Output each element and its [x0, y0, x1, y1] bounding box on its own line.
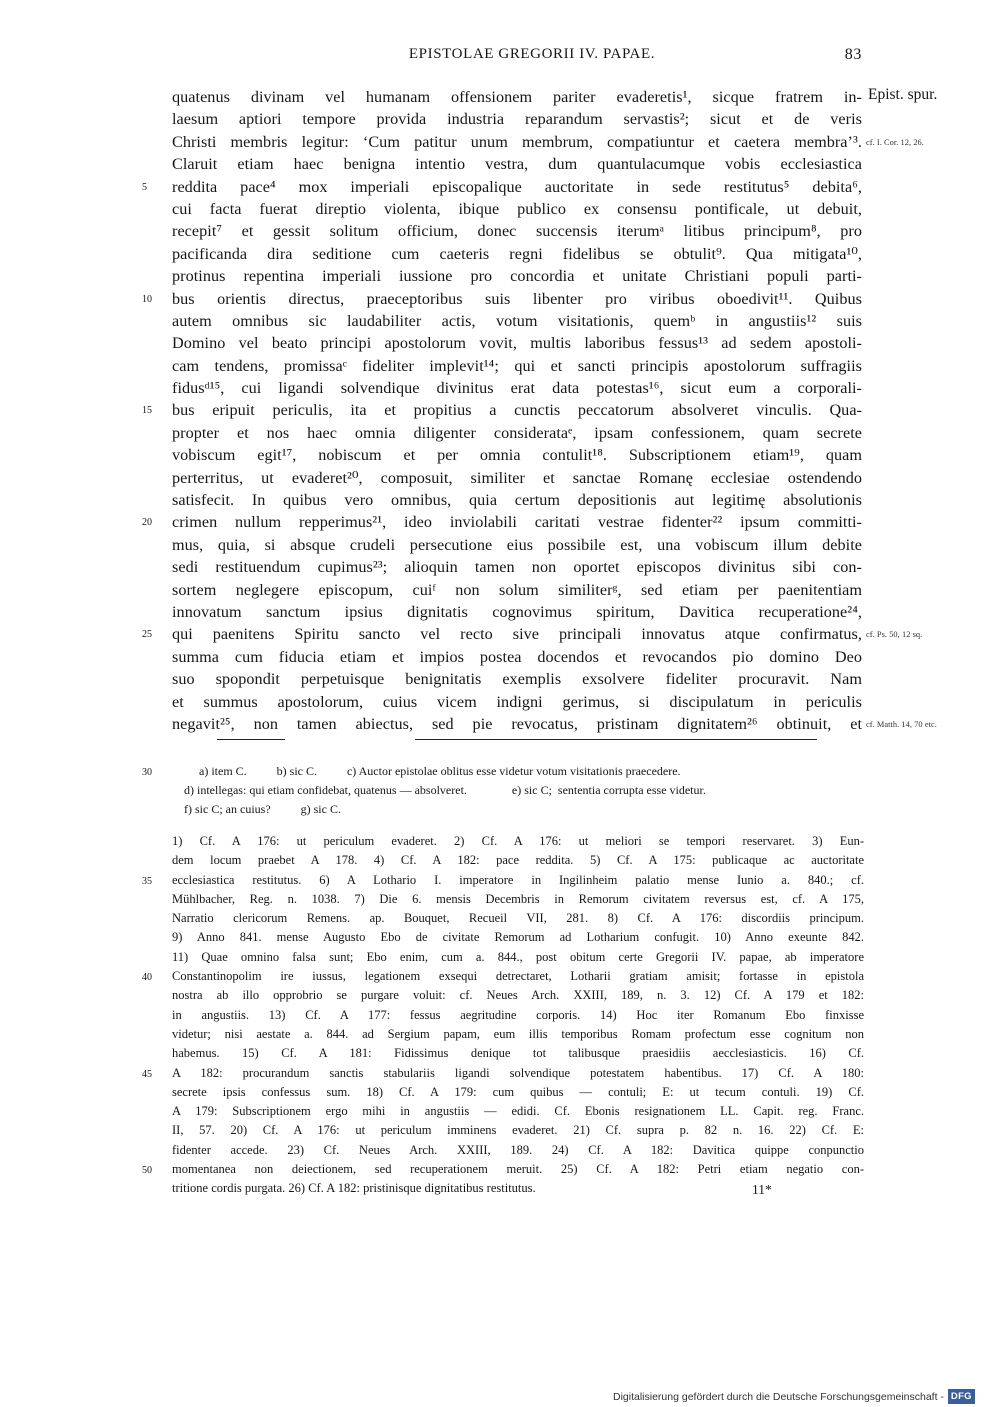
variant-notes [142, 762, 864, 819]
line-text: satisfecit. In quibus vero omnibus, quia certum depositionis aut legitimę absolutionis [172, 491, 862, 510]
line-text: negavit²⁵, non tamen abiectus, sed pie revocatus, pristinam dignitatem²⁶ obtinuit, et [172, 714, 862, 733]
line-text: pacificanda dira seditione cum caeteris regni fidelibus se obtulit⁹. Qua mitigata¹⁰, [172, 244, 862, 263]
text-line [142, 623, 923, 645]
text-line [172, 691, 862, 713]
text-line [172, 332, 862, 354]
line-number: 45 [142, 1068, 152, 1080]
source-note-line [172, 909, 864, 928]
source-note-line [172, 1025, 864, 1044]
text-line [172, 355, 862, 377]
line-number: 10 [142, 293, 153, 305]
line-text: II, 57. 20) Cf. A 176: ut periculum imminens evaderet. 21) Cf. supra p. 82 n. 16. 22) Cf. E: [172, 1123, 864, 1138]
source-note-line [172, 851, 864, 870]
line-text: Narratio clericorum Remens. ap. Bouquet, Recueil VII, 281. 8) Cf. A 176: discordiis principum. [172, 911, 864, 926]
text-line [172, 198, 862, 220]
line-text: Domino vel beato principi apostolorum vovit, multis laboribus fessus¹³ ad sedem apostoli- [172, 334, 862, 353]
source-note-line [172, 1083, 864, 1102]
text-line [172, 534, 862, 556]
line-text: nostra ab illo opprobrio se purgare voluit: cf. Neues Arch. XXIII, 189, n. 3. 12) Cf. A 179 et 182: [172, 988, 864, 1003]
line-number: 20 [142, 517, 153, 529]
line-text: vobiscum egit¹⁷, nobiscum et per omnia contulit¹⁸. Subscriptionem etiam¹⁹, quam [172, 446, 862, 465]
line-text: cui facta fuerat direptio violenta, ibique publico ex consensu pontificale, ut debuit, [172, 199, 862, 218]
line-text: reddita pace⁴ mox imperiali episcopalique auctoritate in sede restitutus⁵ debita⁶, [172, 177, 862, 196]
line-text: summa cum fiducia etiam et impios postea docendos et revocandos pio domino Deo [172, 647, 862, 666]
source-note-line [172, 1102, 864, 1121]
line-text: A 179: Subscriptionem ergo mihi in angustiis — edidi. Cf. Ebonis resignationem LL. Capit. reg. Franc. [172, 1104, 864, 1119]
line-text: in angustiis. 13) Cf. A 177: fessus aegritudine corporis. 14) Hoc iter Romanum Ebo finxisse [172, 1007, 864, 1022]
text-line [172, 265, 862, 287]
signature-mark: 11* [752, 1182, 772, 1197]
text-line [172, 444, 862, 466]
text-line [142, 288, 862, 310]
source-note-line [142, 967, 864, 986]
line-text: tritione cordis purgata. 26) Cf. A 182: pristinisque dignitatibus restitutus. [172, 1181, 536, 1196]
text-line [142, 399, 862, 421]
source-note-line [172, 832, 864, 851]
text-line [142, 511, 862, 533]
line-text: Constantinopolim ire iussus, legationem exsequi detrectaret, Lotharii gratiam amisit; fortasse in epistola [172, 969, 864, 984]
line-text: Claruit etiam haec benigna intentio vestra, dum quantulacumque vobis ecclesiastica [172, 155, 862, 174]
line-text: 9) Anno 841. mense Augusto Ebo de civitate Remorum ad Lotharium confugit. 10) Anno exeunte 842. [172, 930, 864, 945]
line-text: a) item C. b) sic C. c) Auctor epistolae oblitus esse videtur votum visitationis praecedere. [172, 764, 681, 778]
line-text: habemus. 15) Cf. A 181: Fidissimus denique tot talibusque praesidiis aecclesiasticis. 16) Cf. [172, 1046, 864, 1061]
running-header [172, 46, 862, 70]
line-text: fidusᵈ¹⁵, cui ligandi solvendique divinitus erat data potestas¹⁶, sicut eum a corporali- [172, 379, 862, 398]
dfg-logo: DFG [948, 1389, 975, 1404]
line-text: 1) Cf. A 176: ut periculum evaderet. 2) Cf. A 176: ut meliori se tempori reservaret. 3) Eun- [172, 834, 864, 848]
line-text: protinus repentina imperiali iussione pro concordia et unitate Christiani populi parti- [172, 267, 862, 286]
text-line [172, 467, 862, 489]
line-text: crimen nullum repperimus²¹, ideo inviolabili caritati vestrae fidenter²² ipsum committi- [172, 513, 862, 532]
source-note-line [172, 1141, 864, 1160]
marginal-reference: cf. Ps. 50, 12 sq. [866, 630, 923, 640]
line-text: autem omnibus sic laudabiliter actis, votum visitationis, quemᵇ in angustiis¹² suis [172, 311, 862, 330]
line-text: qui paenitens Spiritu sancto vel recto sive principali innovatus atque confirmatus, [172, 625, 862, 644]
text-line [172, 668, 862, 690]
line-text: d) intellegas: qui etiam confidebat, quatenus — absolveret. e) sic C; sententia corrupta esse videtur. [172, 783, 706, 797]
line-number: 40 [142, 972, 152, 984]
line-text: mus, quia, si absque crudeli persecutione eius possibile est, una vobiscum illum debite [172, 535, 862, 554]
funding-footer [613, 1388, 975, 1405]
variant-note-line [142, 762, 864, 781]
line-text: fidenter accede. 23) Cf. Neues Arch. XXIII, 189. 24) Cf. A 182: Davitica quippe conpunctio [172, 1142, 864, 1157]
text-line [172, 713, 937, 735]
margin-heading: Epist. spur. [868, 86, 938, 103]
line-text: Christi membris legitur: ‘Cum patitur unum membrum, compatiuntur et caetera membra’³. [172, 132, 862, 151]
line-text: momentanea non deiectionem, sed recuperationem meruit. 25) Cf. A 182: Petri etiam negatio con- [172, 1162, 864, 1177]
variant-note-line [172, 781, 864, 800]
line-text: sortem neglegere episcopum, cuiᶠ non solum similiterᵍ, sed etiam per paenitentiam [172, 580, 862, 599]
source-note-line [142, 871, 864, 890]
line-text: bus orientis directus, praeceptoribus suis libenter pro viribus oboedivit¹¹. Quibus [172, 289, 862, 308]
text-line [172, 556, 862, 578]
variant-note-line [172, 800, 864, 819]
text-line [172, 489, 862, 511]
line-text: A 182: procurandum sanctis stabulariis ligandi solvendique potestatem habentibus. 17) Cf. A 180: [172, 1065, 864, 1080]
line-text: 11) Quae omnino falsa sunt; Ebo enim, cum a. 844., post obitum certe Gregorii IV. papae, ab imperatore [172, 949, 864, 964]
source-note-line [172, 890, 864, 909]
source-note-line [172, 948, 864, 967]
source-notes [142, 832, 864, 1199]
line-text: recepit⁷ et gessit solitum officium, donec succensis iterumᵃ litibus principum⁸, pro [172, 222, 862, 241]
line-text: perterritus, ut evaderet²⁰, composuit, similiter et sanctae Romanę ecclesiae ostendendo [172, 468, 862, 487]
line-text: quatenus divinam vel humanam offensionem pariter evaderetis¹, sicque fratrem in- [172, 88, 862, 106]
text-line [172, 310, 862, 332]
text-line [172, 153, 862, 175]
line-number: 25 [142, 629, 153, 641]
line-text: laesum aptiori tempore provida industria reparandum servastis²; sicut et de veris [172, 110, 862, 129]
line-text: ecclesiastica restitutus. 6) A Lothario I. imperatore in Ingilinheim palatio mense Iunio a. 840.; cf. [172, 872, 864, 887]
marginal-reference: cf. I. Cor. 12, 26. [866, 137, 924, 147]
line-text: dem locum praebet A 178. 4) Cf. A 182: pace reddita. 5) Cf. A 175: publicaque ac auctoritate [172, 853, 864, 868]
text-line [172, 377, 862, 399]
line-number: 15 [142, 405, 153, 417]
line-text: sedi restituendum cupimus²³; alioquin tamen non oportet episcopos divinitus sibi con- [172, 558, 862, 577]
footnote-rule-short [217, 739, 285, 740]
marginal-reference: cf. Matth. 14, 70 etc. [866, 719, 937, 729]
line-text: propter et nos haec omnia diligenter considerataᵉ, ipsam confessionem, quam secrete [172, 423, 862, 442]
line-text: bus eripuit periculis, ita et propitius a cunctis peccatorum absolveret vinculis. Qua- [172, 401, 862, 420]
source-note-line [172, 928, 864, 947]
line-number: 30 [142, 767, 152, 778]
line-text: f) sic C; an cuius? g) sic C. [172, 802, 341, 816]
line-text: secrete ipsis confessus sum. 18) Cf. A 179: cum quibus — contuli; E: ut tecum contuli. 19) Cf. [172, 1084, 864, 1099]
text-line [172, 646, 862, 668]
footnote-rule-long [415, 739, 817, 740]
line-text: et summus apostolorum, cuius vicem indigni gerimus, si discipulatum in periculis [172, 692, 862, 711]
text-line [172, 422, 862, 444]
line-number: 5 [142, 181, 148, 193]
line-text: videtur; nisi aestate a. 844. ad Sergium papam, eum illis temporibus Romam profectum esse cognitum non [172, 1026, 864, 1041]
source-note-line [172, 1044, 864, 1063]
text-line [172, 108, 862, 130]
line-number: 50 [142, 1165, 152, 1177]
text-line [172, 601, 862, 623]
text-line [172, 131, 924, 153]
text-line [172, 86, 862, 108]
line-text: suo spopondit perpetuisque benignitatis exemplis exsolvere fideliter procuravit. Nam [172, 670, 862, 689]
text-line [172, 579, 862, 601]
page-number: 83 [844, 46, 862, 63]
source-note-line [172, 1006, 864, 1025]
source-note-line [172, 1121, 864, 1140]
running-title: EPISTOLAE GREGORII IV. PAPAE. [408, 46, 656, 62]
source-note-line [172, 986, 864, 1005]
source-note-line [142, 1160, 864, 1179]
text-line [172, 243, 862, 265]
line-text: cam tendens, promissaᶜ fideliter implevit¹⁴; qui et sancti principis apostolorum suffragiis [172, 356, 862, 375]
source-note-line [142, 1064, 864, 1083]
line-text: Mühlbacher, Reg. n. 1038. 7) Die 6. mensis Decembris in Remorum civitatem reversus est, cf. A 175, [172, 891, 864, 906]
line-number: 35 [142, 875, 152, 887]
text-line [142, 176, 862, 198]
text-line [172, 220, 862, 242]
funding-text: Digitalisierung gefördert durch die Deutsche Forschungsgemeinschaft - [613, 1390, 944, 1403]
line-text: innovatum sanctum ipsius dignitatis cognovimus spiritum, Davitica recuperatione²⁴, [172, 602, 862, 621]
